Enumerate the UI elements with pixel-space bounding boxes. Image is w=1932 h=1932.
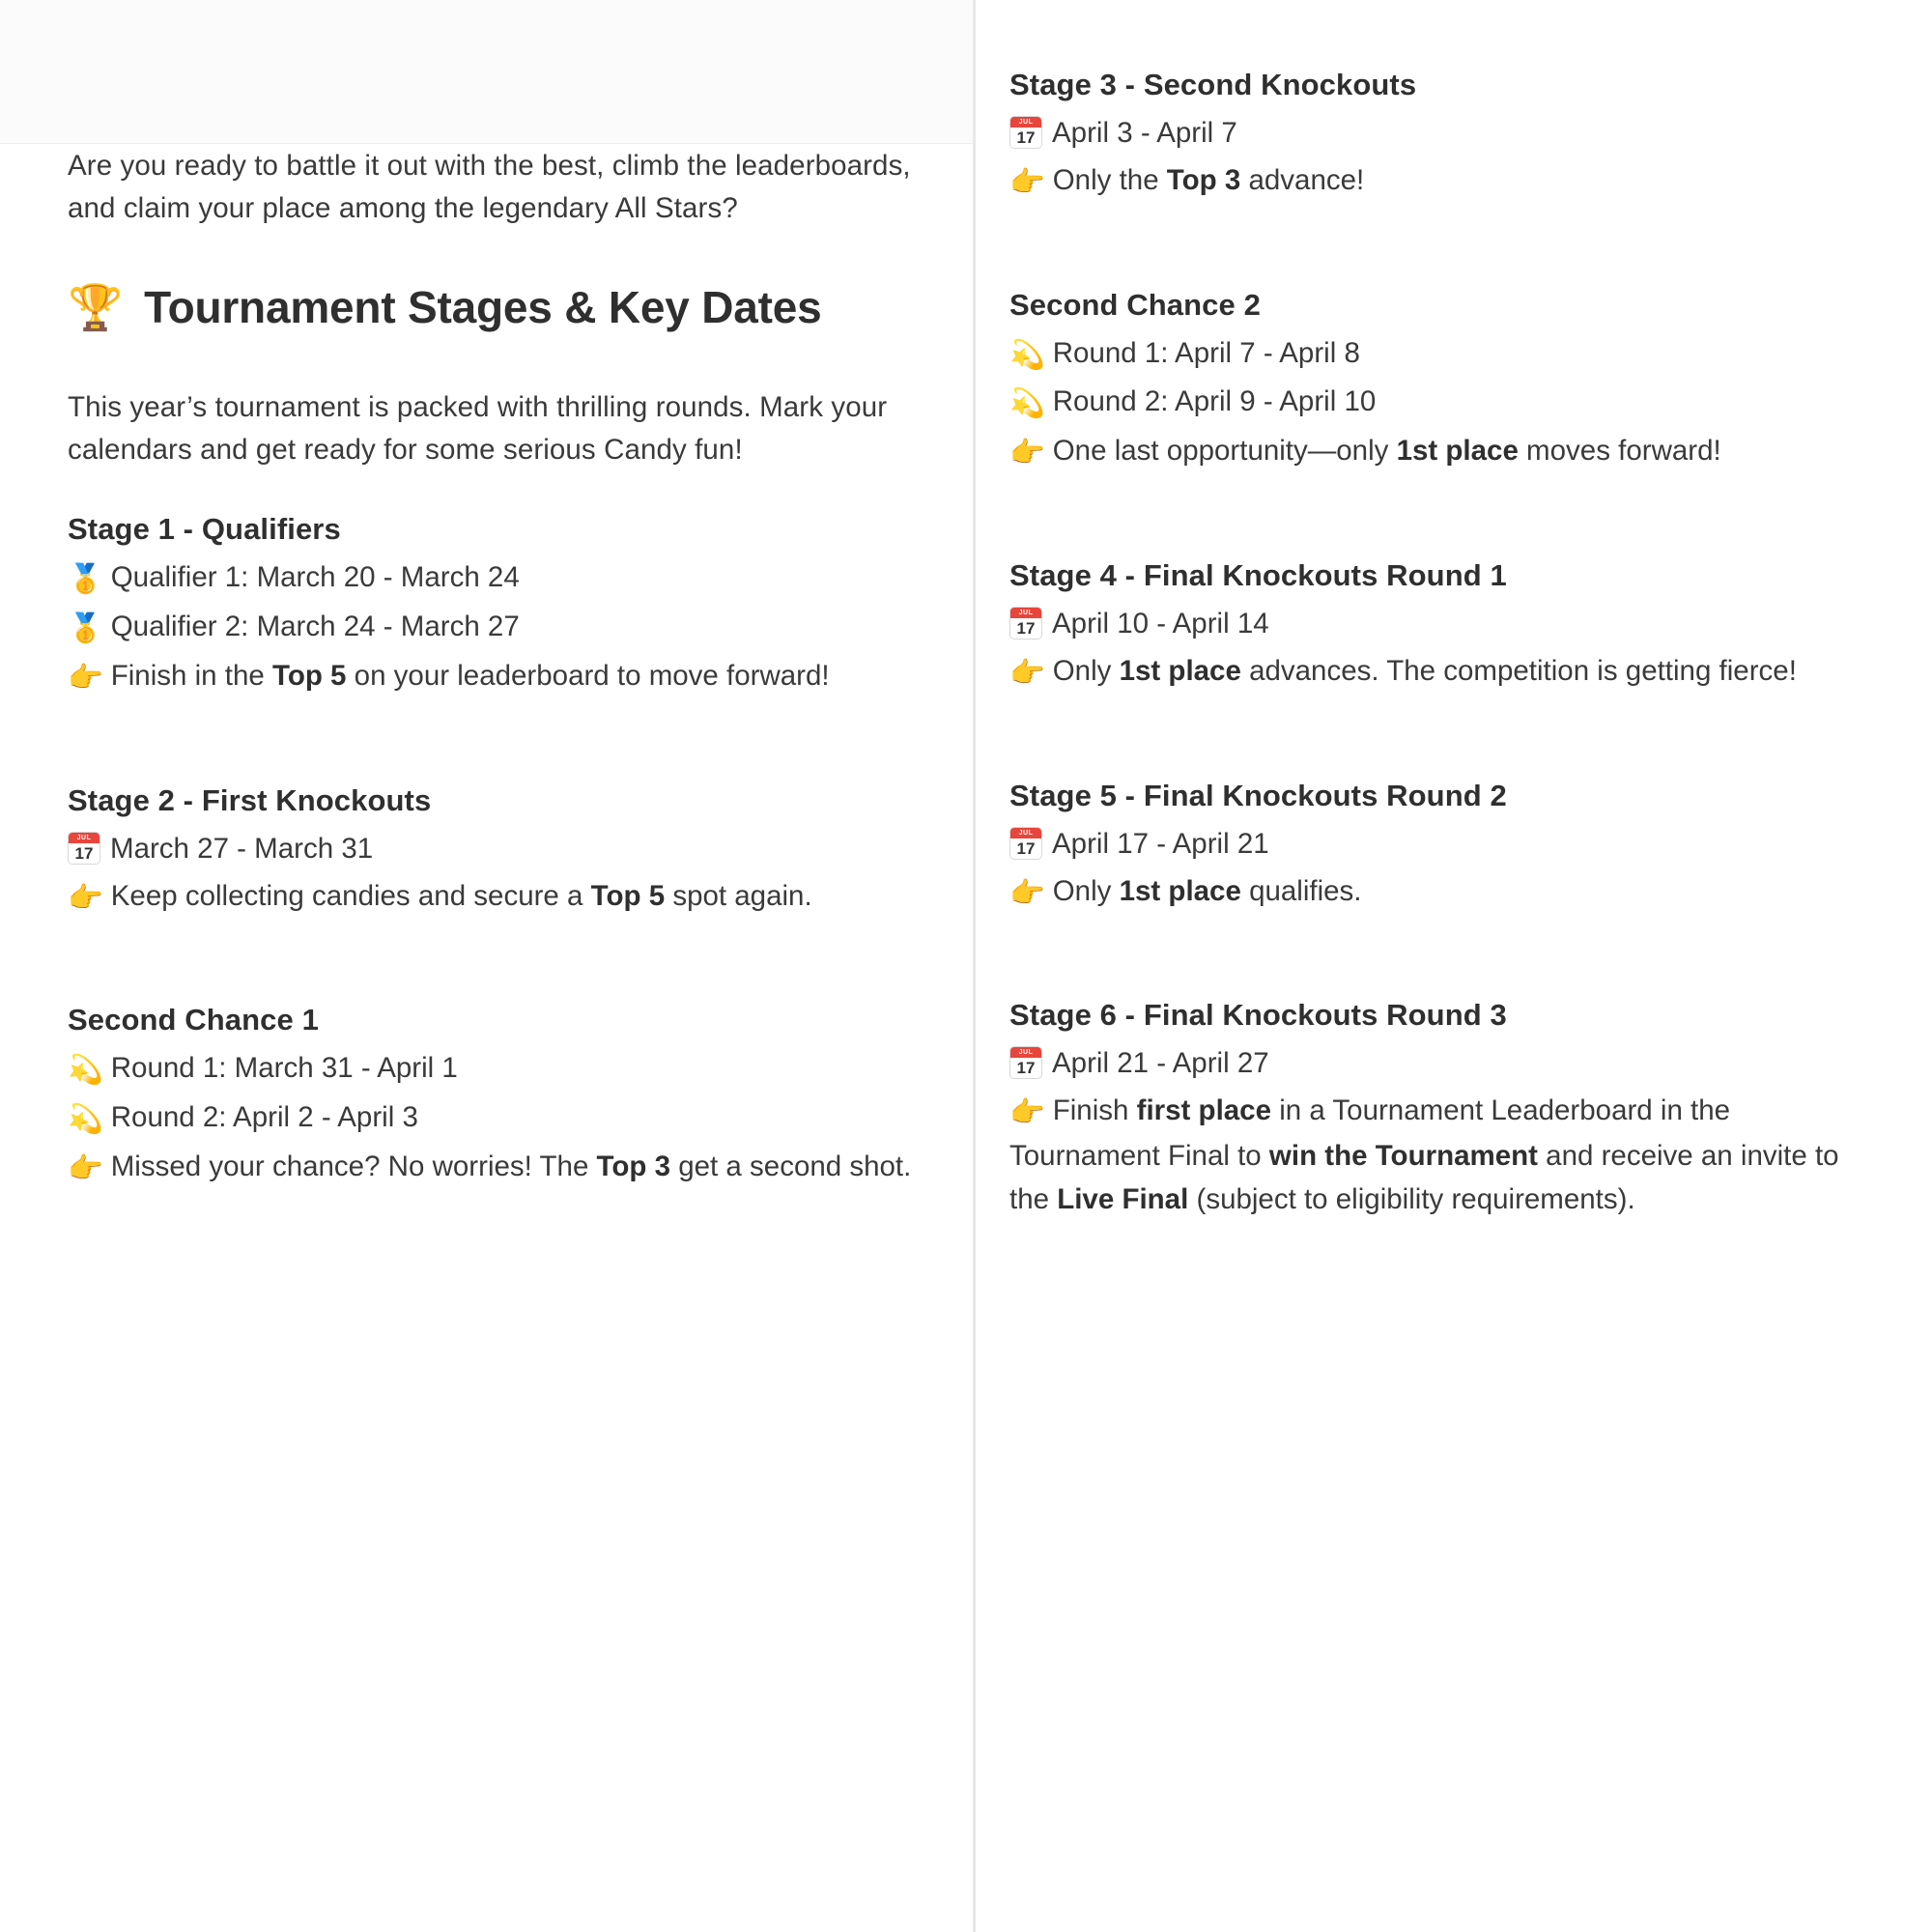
stage-block <box>68 1003 915 1190</box>
stage-line-text: April 17 - April 21 <box>1052 827 1269 860</box>
stage-line-text: Round 1: April 7 - April 8 <box>1052 336 1360 369</box>
calendar-icon <box>68 832 100 865</box>
stage-block <box>1009 558 1864 696</box>
stage-line <box>1009 1090 1864 1221</box>
calendar-day: 17 <box>1016 838 1036 858</box>
calendar-icon <box>1009 1046 1042 1079</box>
pointing-finger-icon: 👉 <box>68 661 103 694</box>
stage-line-text: Only 1st place qualifies. <box>1052 874 1362 907</box>
intro-paragraph: Are you ready to battle it out with the best, climb the leaderboards, and claim your place among the legendary All Stars? <box>68 150 911 225</box>
page-title <box>68 281 915 334</box>
calendar-day: 17 <box>74 843 94 863</box>
calendar-month: JUL <box>69 833 99 843</box>
trophy-icon: 🏆 <box>68 281 124 332</box>
stage-line <box>1009 650 1864 696</box>
pointing-finger-icon: 👉 <box>68 881 103 914</box>
stage-line <box>1009 159 1864 205</box>
pointing-finger-icon: 👉 <box>68 1151 103 1184</box>
stage-block <box>1009 288 1864 475</box>
calendar-month: JUL <box>1010 828 1041 838</box>
stage-title: Stage 6 - Final Knockouts Round 3 <box>1009 998 1507 1033</box>
section-intro-paragraph: This year’s tournament is packed with thrilling rounds. Mark your calendars and get ready for some serious Candy fun! <box>68 390 888 466</box>
calendar-day: 17 <box>1016 1059 1036 1078</box>
stage-title: Stage 3 - Second Knockouts <box>1009 68 1417 101</box>
right-stage-list <box>1009 68 1864 1222</box>
stage-line-text: Round 1: March 31 - April 1 <box>110 1052 458 1085</box>
stage-line <box>1009 823 1864 867</box>
stage-line <box>68 655 915 700</box>
stage-title: Stage 1 - Qualifiers <box>68 512 341 547</box>
calendar-day: 17 <box>1016 619 1036 639</box>
pointing-finger-icon: 👉 <box>1009 437 1045 469</box>
stage-line-text: April 21 - April 27 <box>1052 1047 1269 1080</box>
stage-block <box>68 512 915 699</box>
stage-line <box>1009 381 1864 426</box>
stage-line <box>68 1047 915 1093</box>
stage-line-text: Qualifier 1: March 20 - March 24 <box>110 561 520 594</box>
pointing-finger-icon: 👉 <box>1009 876 1045 909</box>
stage-line <box>1009 430 1864 475</box>
stage-block <box>68 783 915 921</box>
dizzy-star-icon: 💫 <box>68 1103 103 1136</box>
stage-line <box>68 606 915 651</box>
stage-line <box>68 1096 915 1142</box>
stage-line-text: Missed your chance? No worries! The Top 3 get a second shot. <box>110 1150 912 1182</box>
dizzy-star-icon: 💫 <box>1009 338 1045 371</box>
stage-line <box>68 828 915 871</box>
stage-title: Stage 2 - First Knockouts <box>68 782 432 817</box>
stage-line <box>1009 870 1864 916</box>
stage-line-text: March 27 - March 31 <box>110 832 374 865</box>
stage-block <box>1009 998 1864 1221</box>
stage-line <box>68 556 915 602</box>
stage-line-text: One last opportunity—only 1st place moves forward! <box>1052 435 1721 468</box>
stage-block <box>1009 779 1864 916</box>
calendar-icon <box>1009 607 1042 639</box>
calendar-day: 17 <box>1016 128 1036 147</box>
stage-title: Stage 4 - Final Knockouts Round 1 <box>1009 558 1507 593</box>
page-title-text: Tournament Stages & Key Dates <box>144 281 822 332</box>
gold-medal-icon: 🥇 <box>68 563 103 596</box>
calendar-month: JUL <box>1010 1047 1041 1058</box>
pointing-finger-icon: 👉 <box>1009 165 1045 198</box>
stage-line-text: Finish first place in a Tournament Leaderboard in the Tournament Final to win the Tournament and receive an invite to the Live Final (subject to eligibility requirements). <box>1009 1094 1839 1215</box>
stage-line <box>68 1146 915 1191</box>
pointing-finger-icon: 👉 <box>1009 656 1045 689</box>
calendar-icon <box>1009 827 1042 860</box>
left-stage-list <box>68 512 915 1191</box>
right-column <box>976 0 1932 1932</box>
pointing-finger-icon: 👉 <box>1009 1096 1045 1129</box>
calendar-month: JUL <box>1010 608 1041 618</box>
stage-line <box>1009 332 1864 378</box>
stage-line <box>68 875 915 921</box>
stage-title: Second Chance 2 <box>1009 287 1261 322</box>
stage-line-text: Round 2: April 2 - April 3 <box>110 1101 418 1134</box>
dizzy-star-icon: 💫 <box>68 1054 103 1087</box>
stage-line <box>1009 112 1864 156</box>
stage-line <box>1009 603 1864 646</box>
stage-line-text: Keep collecting candies and secure a Top 5 spot again. <box>110 879 812 912</box>
gold-medal-icon: 🥇 <box>68 612 103 645</box>
stage-line-text: Round 2: April 9 - April 10 <box>1052 385 1377 418</box>
dizzy-star-icon: 💫 <box>1009 387 1045 420</box>
calendar-icon <box>1009 116 1042 149</box>
stage-line-text: April 10 - April 14 <box>1052 608 1269 640</box>
stage-line <box>1009 1042 1864 1086</box>
stage-line-text: Finish in the Top 5 on your leaderboard to move forward! <box>110 659 830 692</box>
calendar-month: JUL <box>1010 117 1041 128</box>
stage-line-text: Qualifier 2: March 24 - March 27 <box>110 611 520 643</box>
stage-line-text: Only the Top 3 advance! <box>1052 163 1365 196</box>
stage-title: Stage 5 - Final Knockouts Round 2 <box>1009 778 1507 812</box>
stage-line-text: Only 1st place advances. The competition is getting fierce! <box>1052 654 1797 687</box>
stage-line-text: April 3 - April 7 <box>1052 117 1237 149</box>
stage-title: Second Chance 1 <box>68 1003 319 1037</box>
stage-block <box>1009 68 1864 205</box>
